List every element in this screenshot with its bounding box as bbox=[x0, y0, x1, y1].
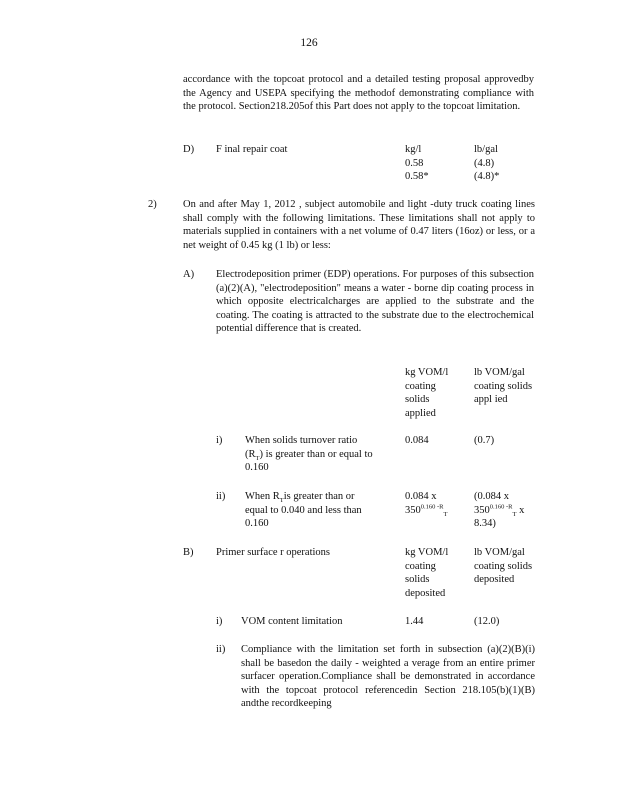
text-line: 0.160 bbox=[245, 518, 269, 530]
item-a-i-value-kg: 0.084 bbox=[405, 435, 429, 446]
formula-line: 8.34) bbox=[474, 518, 496, 530]
section-2-text: On and after May 1, 2012 , subject automobile and light -duty truck coating lines shall comply with the following limitations. These limitations shall not apply to materials supplied in containers with a net volume of 0.47 liters (16oz) or less, or a net weight of 0.45 kg (1 lb) or less: bbox=[183, 199, 535, 251]
text-run: When R bbox=[245, 491, 280, 502]
item-b-header-lb bbox=[474, 546, 532, 587]
item-d-text: F inal repair coat bbox=[216, 144, 288, 155]
formula-line bbox=[405, 504, 467, 518]
formula-line: 0.084 x bbox=[405, 491, 437, 502]
item-b-i-value-kg: 1.44 bbox=[405, 616, 424, 627]
value-kg-starred: 0.58* bbox=[405, 171, 429, 183]
text-line: equal to 0.040 and less than bbox=[245, 504, 362, 516]
header-line: kg VOM/l bbox=[405, 547, 449, 558]
formula-line: (0.084 x bbox=[474, 491, 509, 502]
header-line: lb VOM/gal bbox=[474, 547, 525, 558]
subscript: T bbox=[279, 497, 284, 505]
item-d-units-kg bbox=[405, 143, 429, 184]
item-b-i-label: i) bbox=[216, 616, 223, 627]
value-kg: 0.58 bbox=[405, 157, 424, 169]
item-d-units-lb bbox=[474, 143, 499, 184]
item-a-ii-label: ii) bbox=[216, 491, 226, 502]
header-line: coating bbox=[405, 380, 436, 392]
item-b-label: B) bbox=[183, 547, 194, 558]
header-line: coating solids bbox=[474, 560, 533, 572]
header-line: coating bbox=[405, 560, 436, 572]
item-a-label: A) bbox=[183, 269, 195, 280]
item-a-i-value-lb: (0.7) bbox=[474, 435, 495, 446]
header-line: kg VOM/l bbox=[405, 367, 449, 378]
item-a-i-text bbox=[245, 434, 395, 475]
formula-subscript: T bbox=[443, 510, 448, 518]
item-b-header-kg bbox=[405, 546, 448, 600]
text-line: When solids turnover ratio bbox=[245, 435, 358, 446]
text-run: ) is greater than or equal to bbox=[259, 448, 373, 460]
item-d-label: D) bbox=[183, 144, 195, 155]
formula-tail: x bbox=[519, 504, 525, 516]
units-kg-label: kg/l bbox=[405, 144, 422, 155]
value-lb: (4.8) bbox=[474, 157, 495, 169]
header-line: lb VOM/gal bbox=[474, 367, 525, 378]
item-a-ii-formula-kg bbox=[405, 490, 467, 517]
formula-subscript: T bbox=[512, 510, 517, 518]
header-line: applied bbox=[405, 407, 436, 419]
header-line: deposited bbox=[474, 574, 515, 586]
item-a-text: Electrodeposition primer (EDP) operations. For purposes of this subsection (a)(2)(A), "electrodeposition" means a water - borne dip coating process in which opposite electricalcharges are applied to the substrate and the coating. The coating is attracted to the substrate due to the electrochemical potential difference that is created. bbox=[216, 269, 534, 335]
item-b-ii-label: ii) bbox=[216, 644, 226, 655]
item-a-i-label: i) bbox=[216, 435, 223, 446]
item-b-ii-text: Compliance with the limitation set forth in subsection (a)(2)(B)(i) shall be basedon the daily - weighted a verage from an entire primer surfacer operation.Compliance shall be demonstrated in accordance with the topcoat protocol referencedin Section 218.105(b)(1)(B) andthe recordkeeping bbox=[241, 644, 535, 710]
formula-line bbox=[474, 504, 538, 518]
formula-exponent: 0.160 -R bbox=[420, 503, 444, 511]
value-lb-starred: (4.8)* bbox=[474, 171, 500, 183]
header-line: appl ied bbox=[474, 394, 508, 406]
header-line: coating solids bbox=[474, 380, 533, 392]
item-b-i-text: VOM content limitation bbox=[241, 616, 343, 627]
intro-paragraph: accordance with the topcoat protocol and a detailed testing proposal approvedby the Agency and USEPA specifying the methodof demonstrating compliance with the protocol. Section218.205of this Part does not apply to the topcoat limitation. bbox=[183, 74, 534, 113]
item-a-ii-text bbox=[245, 490, 395, 531]
header-line: solids bbox=[405, 574, 430, 586]
item-b-i-value-lb: (12.0) bbox=[474, 616, 500, 627]
text-line bbox=[245, 448, 395, 462]
formula-base: 350 bbox=[474, 504, 490, 516]
item-a-ii-formula-lb bbox=[474, 490, 538, 531]
units-lb-label: lb/gal bbox=[474, 144, 498, 155]
formula-exponent: 0.160 -R bbox=[489, 503, 513, 511]
item-a-header-kg bbox=[405, 366, 448, 420]
item-a-header-lb bbox=[474, 366, 532, 407]
text-line bbox=[245, 490, 395, 504]
header-line: deposited bbox=[405, 587, 446, 599]
item-b-text: Primer surface r operations bbox=[216, 547, 330, 558]
page-number: 126 bbox=[300, 37, 318, 49]
header-line: solids bbox=[405, 394, 430, 406]
section-2-label: 2) bbox=[148, 199, 157, 210]
text-line: 0.160 bbox=[245, 462, 269, 474]
formula-base: 350 bbox=[405, 504, 421, 516]
text-run: is greater than or bbox=[283, 491, 355, 502]
subscript: T bbox=[255, 454, 260, 462]
text-run: (R bbox=[245, 448, 256, 460]
